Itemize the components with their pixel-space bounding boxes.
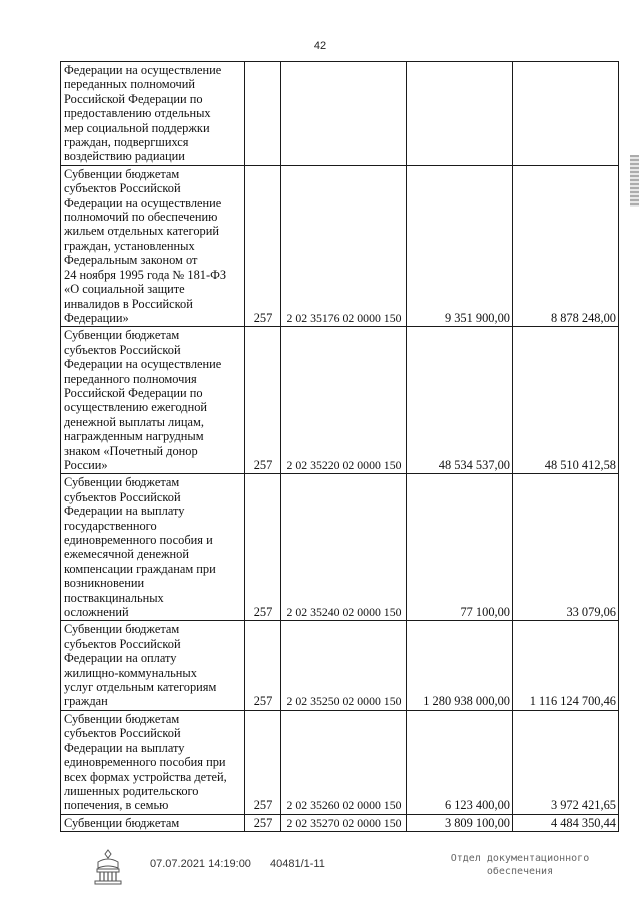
name-line: предоставлению отдельных [64, 106, 211, 121]
cell-budget-code: 2 02 35240 02 0000 150 [281, 474, 407, 621]
table-row [61, 814, 619, 831]
name-line: субъектов Российской [64, 342, 181, 357]
name-line: Федерации» [64, 310, 129, 325]
name-line: «О социальной защите [64, 282, 185, 297]
cell-actual-amount: 3 972 421,65 [513, 710, 619, 814]
table-row [61, 327, 619, 474]
cell-budget-code: 2 02 35220 02 0000 150 [281, 327, 407, 474]
cell-budget-code: 2 02 35250 02 0000 150 [281, 621, 407, 710]
department-line-1: Отдел документационного [450, 853, 590, 864]
name-line: Федерации на оплату [64, 651, 177, 666]
name-line: государственного [64, 518, 157, 533]
cell-admin-code: 257 [245, 165, 281, 326]
name-line: Субвенции бюджетам [64, 328, 180, 343]
table-row [61, 474, 619, 621]
cell-planned-amount: 9 351 900,00 [407, 165, 513, 326]
name-line: Федерации на осуществление [64, 357, 222, 372]
cell-actual-amount [513, 62, 619, 166]
budget-table [60, 61, 619, 832]
cell-name [61, 621, 245, 710]
name-line: Субвенции бюджетам [64, 166, 180, 181]
name-line: Субвенции бюджетам [64, 815, 180, 830]
name-line: услуг отдельным категориям [64, 680, 217, 695]
name-line: мер социальной поддержки [64, 120, 210, 135]
name-line: Субвенции бюджетам [64, 711, 180, 726]
stamp-doc-number: 40481/1-11 [270, 858, 325, 870]
name-line: жилищно-коммунальных [64, 665, 197, 680]
name-line: Субвенции бюджетам [64, 622, 180, 637]
cell-budget-code: 2 02 35260 02 0000 150 [281, 710, 407, 814]
table-row [61, 62, 619, 166]
name-line: поствакцинальных [64, 590, 164, 605]
name-line: инвалидов в Российской [64, 296, 193, 311]
emblem-icon [90, 848, 126, 888]
name-line: попечения, в семью [64, 798, 169, 813]
cell-actual-amount: 8 878 248,00 [513, 165, 619, 326]
table-body [61, 62, 619, 832]
table-row [61, 621, 619, 710]
cell-admin-code: 257 [245, 621, 281, 710]
cell-planned-amount: 3 809 100,00 [407, 814, 513, 831]
name-line: Федерации на выплату [64, 504, 185, 519]
name-line: субъектов Российской [64, 489, 181, 504]
name-line: субъектов Российской [64, 726, 181, 741]
cell-admin-code: 257 [245, 474, 281, 621]
cell-name [61, 165, 245, 326]
name-line: единовременного пособия и [64, 533, 213, 547]
stamp-date: 07.07.2021 14:19:00 [150, 858, 251, 870]
cell-planned-amount: 6 123 400,00 [407, 710, 513, 814]
name-line: лишенных родительского [64, 783, 199, 798]
name-line: воздействию радиации [64, 149, 185, 164]
name-line: осложнений [64, 605, 129, 620]
cell-actual-amount: 1 116 124 700,46 [513, 621, 619, 710]
cell-planned-amount: 77 100,00 [407, 474, 513, 621]
name-line: Российской Федерации по [64, 91, 203, 106]
cell-planned-amount [407, 62, 513, 166]
name-line: знаком «Почетный донор [64, 443, 198, 458]
name-line: осуществлению ежегодной [64, 400, 208, 415]
name-line: Федерации на осуществление [64, 195, 222, 210]
page-number: 42 [313, 40, 327, 52]
name-line: жильем отдельных категорий [64, 224, 219, 239]
cell-budget-code [281, 62, 407, 166]
name-line: Федерации на осуществление [64, 63, 222, 77]
name-line: 24 ноября 1995 года № 181-ФЗ [64, 267, 227, 282]
cell-planned-amount: 1 280 938 000,00 [407, 621, 513, 710]
name-line: субъектов Российской [64, 636, 181, 651]
name-line: ежемесячной денежной [64, 547, 189, 562]
cell-name [61, 474, 245, 621]
name-line: граждан [64, 694, 108, 709]
name-line: единовременного пособия при [64, 755, 226, 770]
name-line: граждан, установленных [64, 238, 195, 253]
cell-admin-code: 257 [245, 327, 281, 474]
cell-name [61, 62, 245, 166]
page-footer [0, 848, 640, 905]
cell-actual-amount: 4 484 350,44 [513, 814, 619, 831]
table-row [61, 165, 619, 326]
department-stamp [440, 852, 600, 878]
name-line: возникновении [64, 576, 145, 591]
name-line: Федеральным законом от [64, 253, 198, 268]
cell-admin-code: 257 [245, 814, 281, 831]
cell-name [61, 814, 245, 831]
department-line-2: обеспечения [486, 866, 554, 877]
name-line: граждан, подвергшихся [64, 135, 189, 150]
name-line: награжденным нагрудным [64, 429, 204, 444]
name-line: России» [64, 457, 108, 472]
name-line: всех формах устройства детей, [64, 769, 227, 784]
cell-actual-amount: 48 510 412,58 [513, 327, 619, 474]
cell-admin-code: 257 [245, 710, 281, 814]
cell-name [61, 327, 245, 474]
name-line: Российской Федерации по [64, 385, 203, 400]
name-line: компенсации гражданам при [64, 561, 216, 576]
table-row [61, 710, 619, 814]
name-line: субъектов Российской [64, 181, 181, 196]
name-line: переданного полномочия [64, 371, 197, 386]
name-line: переданных полномочий [64, 77, 195, 92]
cell-name [61, 710, 245, 814]
cell-planned-amount: 48 534 537,00 [407, 327, 513, 474]
name-line: Федерации на выплату [64, 740, 185, 755]
name-line: Субвенции бюджетам [64, 475, 180, 490]
scan-edge-mark [630, 155, 639, 207]
cell-actual-amount: 33 079,06 [513, 474, 619, 621]
cell-admin-code [245, 62, 281, 166]
cell-budget-code: 2 02 35270 02 0000 150 [281, 814, 407, 831]
name-line: денежной выплаты лицам, [64, 414, 204, 429]
cell-budget-code: 2 02 35176 02 0000 150 [281, 165, 407, 326]
name-line: полномочий по обеспечению [64, 210, 218, 225]
